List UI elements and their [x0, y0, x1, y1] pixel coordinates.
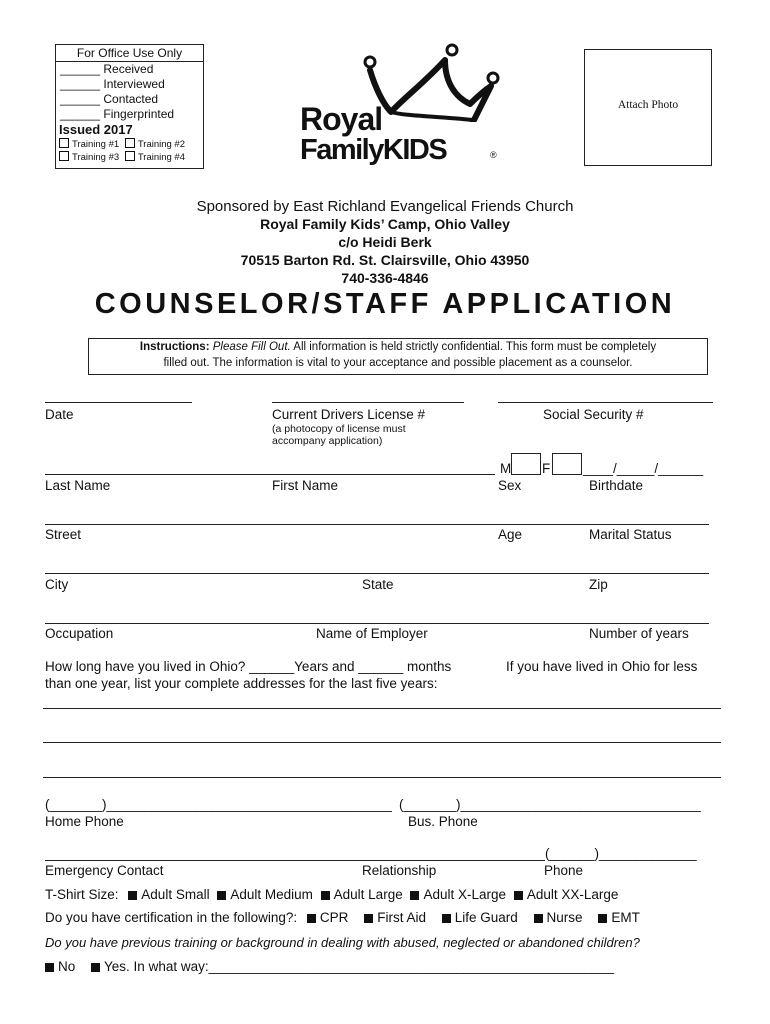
bus-phone-input[interactable]: (_______)________________________________ — [399, 797, 701, 812]
abuse-training-question: Do you have previous training or background in dealing with abused, neglected or abandoned children? — [45, 935, 640, 950]
tshirt-option: Adult Small — [141, 887, 210, 902]
sex-f-box[interactable] — [552, 453, 582, 475]
ohio-question-1b: If you have lived in Ohio for less — [506, 659, 698, 674]
address-line-3[interactable] — [43, 777, 721, 778]
instructions-text-1: All information is held strictly confidential. This form must be completely — [290, 341, 657, 353]
age-label: Age — [498, 527, 523, 542]
office-use-box — [55, 44, 204, 169]
marital-status-label: Marital Status — [589, 527, 672, 542]
checkbox-icon[interactable] — [45, 963, 54, 972]
occupation-input-line[interactable] — [45, 623, 709, 624]
office-interviewed: ______ Interviewed — [60, 77, 165, 91]
license-input-line[interactable] — [272, 402, 464, 403]
tshirt-option: Adult Medium — [230, 887, 313, 902]
sex-m-box[interactable] — [511, 453, 541, 475]
date-label: Date — [45, 407, 74, 422]
checkbox-icon[interactable] — [534, 914, 543, 923]
office-fingerprinted: ______ Fingerprinted — [60, 107, 175, 121]
training-4-label: Training #4 — [137, 152, 186, 163]
instructions-line-1 — [89, 339, 707, 355]
street-input-line[interactable] — [45, 524, 709, 525]
emergency-contact-input-line[interactable] — [45, 860, 545, 861]
street-label: Street — [45, 527, 82, 542]
emergency-phone-input[interactable]: (______)_____________ — [545, 846, 697, 861]
last-name-input-line[interactable] — [45, 474, 495, 475]
page-title: COUNSELOR/STAFF APPLICATION — [94, 288, 676, 320]
checkbox-icon[interactable] — [59, 151, 69, 161]
instructions-box — [88, 338, 708, 375]
training-1-label: Training #1 — [72, 139, 120, 150]
instructions-label: Instructions: — [139, 341, 210, 353]
license-note-2: accompany application) — [272, 435, 383, 447]
date-input-line[interactable] — [45, 402, 192, 403]
ohio-question-2: than one year, list your complete addresses for the last five years: — [45, 676, 438, 691]
sex-f-label: F — [542, 461, 551, 476]
checkbox-icon[interactable] — [307, 914, 316, 923]
sex-label: Sex — [498, 478, 522, 493]
checkbox-icon[interactable] — [217, 891, 226, 900]
home-phone-label: Home Phone — [45, 814, 124, 829]
checkbox-icon[interactable] — [125, 151, 135, 161]
attach-photo-label: Attach Photo — [617, 99, 679, 111]
state-label: State — [362, 577, 394, 592]
checkbox-icon[interactable] — [364, 914, 373, 923]
checkbox-icon[interactable] — [514, 891, 523, 900]
zip-label: Zip — [589, 577, 608, 592]
logo-royal: Royal — [300, 101, 383, 137]
camp-address: 70515 Barton Rd. St. Clairsville, Ohio 43950 — [240, 252, 530, 268]
occupation-label: Occupation — [45, 626, 114, 641]
employer-label: Name of Employer — [316, 626, 428, 641]
sex-m-label: M — [500, 461, 512, 476]
training-row-2 — [56, 151, 203, 164]
tshirt-label: T-Shirt Size: — [45, 887, 119, 902]
training-2-label: Training #2 — [137, 139, 186, 150]
checkbox-icon[interactable] — [125, 138, 135, 148]
relationship-label: Relationship — [362, 863, 437, 878]
home-phone-input[interactable]: (_______)______________________________________ — [45, 797, 392, 812]
bus-phone-label: Bus. Phone — [408, 814, 478, 829]
certification-label: Do you have certification in the following?: — [45, 910, 298, 925]
checkbox-icon[interactable] — [59, 138, 69, 148]
last-name-label: Last Name — [45, 478, 111, 493]
years-employed-label: Number of years — [589, 626, 689, 641]
royal-family-kids-logo — [295, 42, 505, 172]
checkbox-icon[interactable] — [598, 914, 607, 923]
birthdate-input[interactable]: ____/_____/______ — [583, 461, 704, 476]
care-of: c/o Heidi Berk — [338, 234, 432, 250]
camp-name: Royal Family Kids’ Camp, Ohio Valley — [260, 216, 510, 232]
address-line-1[interactable] — [43, 708, 721, 709]
first-name-label: First Name — [272, 478, 339, 493]
instructions-text-2: filled out. The information is vital to your acceptance and possible placement as a counselor. — [163, 357, 633, 369]
city-label: City — [45, 577, 69, 592]
tshirt-row — [45, 887, 618, 902]
cert-option: Life Guard — [454, 910, 518, 925]
license-label: Current Drivers License # — [272, 407, 426, 422]
license-note-1: (a photocopy of license must — [272, 423, 406, 435]
camp-phone: 740-336-4846 — [341, 270, 429, 286]
office-issued: Issued 2017 — [59, 122, 133, 137]
abuse-answer-row — [45, 959, 614, 974]
checkbox-icon[interactable] — [410, 891, 419, 900]
yes-option: Yes. In what way:______________________________________________________ — [104, 959, 615, 974]
office-use-title: For Office Use Only — [56, 45, 203, 62]
cert-option: First Aid — [377, 910, 426, 925]
office-received: ______ Received — [60, 62, 154, 76]
checkbox-icon[interactable] — [442, 914, 451, 923]
tshirt-option: Adult XX-Large — [526, 887, 619, 902]
no-option: No — [58, 959, 76, 974]
cert-option: Nurse — [546, 910, 583, 925]
certification-row — [45, 910, 640, 925]
instructions-italic: Please Fill Out. — [212, 341, 291, 353]
cert-option: CPR — [319, 910, 349, 925]
ssn-label: Social Security # — [543, 407, 644, 422]
ssn-input-line[interactable] — [498, 402, 713, 403]
tshirt-option: Adult X-Large — [423, 887, 507, 902]
birthdate-label: Birthdate — [589, 478, 644, 493]
training-row-1 — [56, 138, 203, 151]
checkbox-icon[interactable] — [91, 963, 100, 972]
tshirt-option: Adult Large — [333, 887, 403, 902]
office-contacted: ______ Contacted — [60, 92, 159, 106]
logo-registered-mark: ® — [490, 150, 497, 160]
cert-option: EMT — [611, 910, 640, 925]
city-input-line[interactable] — [45, 573, 709, 574]
address-line-2[interactable] — [43, 742, 721, 743]
checkbox-icon[interactable] — [321, 891, 330, 900]
attach-photo-box[interactable] — [584, 49, 712, 166]
checkbox-icon[interactable] — [128, 891, 137, 900]
ohio-question-1: How long have you lived in Ohio? ______Years and ______ months — [45, 659, 452, 674]
sponsor-line: Sponsored by East Richland Evangelical Friends Church — [196, 198, 574, 215]
logo-family-kids: FamilyKIDS — [300, 134, 447, 166]
emergency-phone-label: Phone — [544, 863, 584, 878]
emergency-contact-label: Emergency Contact — [45, 863, 164, 878]
training-3-label: Training #3 — [72, 152, 120, 163]
